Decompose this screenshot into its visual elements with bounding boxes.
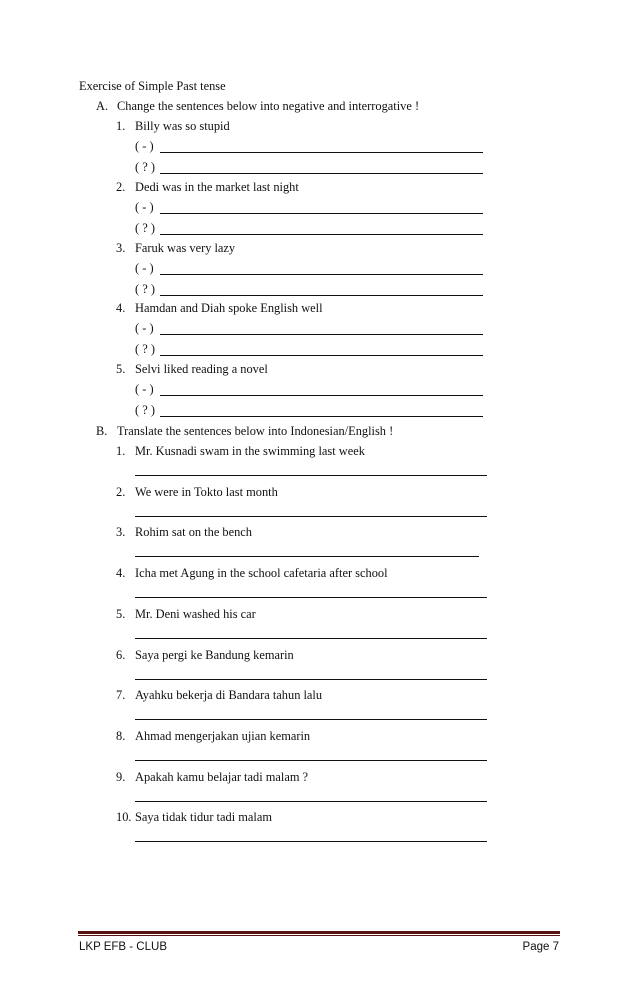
section-a-item-sentence: Hamdan and Diah spoke English well <box>135 301 323 315</box>
section-b-item-sentence: Saya pergi ke Bandung kemarin <box>135 648 294 662</box>
section-b-item-number: 5. <box>116 607 126 621</box>
section-a-interrogative-answer-line[interactable] <box>160 416 483 417</box>
section-b-marker: B. <box>96 424 108 438</box>
section-a-negative-prefix: ( - ) <box>135 321 154 335</box>
section-b-item-sentence: We were in Tokto last month <box>135 485 278 499</box>
section-a-item-number: 5. <box>116 362 126 376</box>
section-a-negative-answer-line[interactable] <box>160 274 483 275</box>
section-a-item-sentence: Dedi was in the market last night <box>135 180 299 194</box>
section-a-item-sentence: Billy was so stupid <box>135 119 230 133</box>
section-b-item-sentence: Mr. Deni washed his car <box>135 607 256 621</box>
page-title: Exercise of Simple Past tense <box>79 79 226 93</box>
section-b-answer-line[interactable] <box>135 556 479 557</box>
section-b-item-sentence: Icha met Agung in the school cafetaria after school <box>135 566 388 580</box>
section-a-negative-prefix: ( - ) <box>135 139 154 153</box>
section-b-item-number: 2. <box>116 485 126 499</box>
section-b-item-number: 6. <box>116 648 126 662</box>
section-b-item-number: 1. <box>116 444 126 458</box>
section-b-item-number: 10. <box>116 810 132 824</box>
section-a-interrogative-prefix: ( ? ) <box>135 403 155 417</box>
footer-rule-thin <box>78 935 560 936</box>
section-b-answer-line[interactable] <box>135 760 487 761</box>
section-b-item-number: 4. <box>116 566 126 580</box>
section-b-answer-line[interactable] <box>135 638 487 639</box>
section-b-heading: Translate the sentences below into Indonesian/English ! <box>117 424 394 438</box>
section-a-negative-answer-line[interactable] <box>160 395 483 396</box>
section-a-marker: A. <box>96 99 109 113</box>
section-b-answer-line[interactable] <box>135 475 487 476</box>
section-a-negative-prefix: ( - ) <box>135 261 154 275</box>
section-a-interrogative-prefix: ( ? ) <box>135 160 155 174</box>
section-a-interrogative-answer-line[interactable] <box>160 173 483 174</box>
section-a-item-number: 3. <box>116 241 126 255</box>
section-b-item-sentence: Rohim sat on the bench <box>135 525 253 539</box>
section-a-interrogative-answer-line[interactable] <box>160 355 483 356</box>
section-b-item-sentence: Ahmad mengerjakan ujian kemarin <box>135 729 311 743</box>
section-b-item-number: 8. <box>116 729 126 743</box>
section-a-negative-answer-line[interactable] <box>160 213 483 214</box>
section-a-interrogative-prefix: ( ? ) <box>135 221 155 235</box>
section-b-item-number: 9. <box>116 770 126 784</box>
section-b-item-sentence: Mr. Kusnadi swam in the swimming last week <box>135 444 365 458</box>
section-a-item-number: 1. <box>116 119 126 133</box>
section-b-answer-line[interactable] <box>135 801 487 802</box>
section-a-item-number: 4. <box>116 301 126 315</box>
section-a-interrogative-answer-line[interactable] <box>160 295 483 296</box>
section-a-negative-answer-line[interactable] <box>160 334 483 335</box>
section-a-negative-answer-line[interactable] <box>160 152 483 153</box>
section-a-negative-prefix: ( - ) <box>135 200 154 214</box>
section-a-item-sentence: Selvi liked reading a novel <box>135 362 268 376</box>
section-b-answer-line[interactable] <box>135 597 487 598</box>
section-b-answer-line[interactable] <box>135 679 487 680</box>
section-a-heading: Change the sentences below into negative and interrogative ! <box>117 99 420 113</box>
section-b-answer-line[interactable] <box>135 841 487 842</box>
section-b-item-number: 3. <box>116 525 126 539</box>
section-a-interrogative-prefix: ( ? ) <box>135 342 155 356</box>
section-b-item-number: 7. <box>116 688 126 702</box>
footer-left-text: LKP EFB - CLUB <box>79 941 167 953</box>
section-a-negative-prefix: ( - ) <box>135 382 154 396</box>
section-a-interrogative-prefix: ( ? ) <box>135 282 155 296</box>
section-a-interrogative-answer-line[interactable] <box>160 234 483 235</box>
footer-rule-thick <box>78 931 560 934</box>
section-b-item-sentence: Saya tidak tidur tadi malam <box>135 810 272 824</box>
section-b-answer-line[interactable] <box>135 516 487 517</box>
section-b-answer-line[interactable] <box>135 719 487 720</box>
footer-page-number: Page 7 <box>522 941 559 953</box>
section-b-item-sentence: Apakah kamu belajar tadi malam ? <box>135 770 309 784</box>
section-b-item-sentence: Ayahku bekerja di Bandara tahun lalu <box>135 688 323 702</box>
section-a-item-number: 2. <box>116 180 126 194</box>
section-a-item-sentence: Faruk was very lazy <box>135 241 236 255</box>
